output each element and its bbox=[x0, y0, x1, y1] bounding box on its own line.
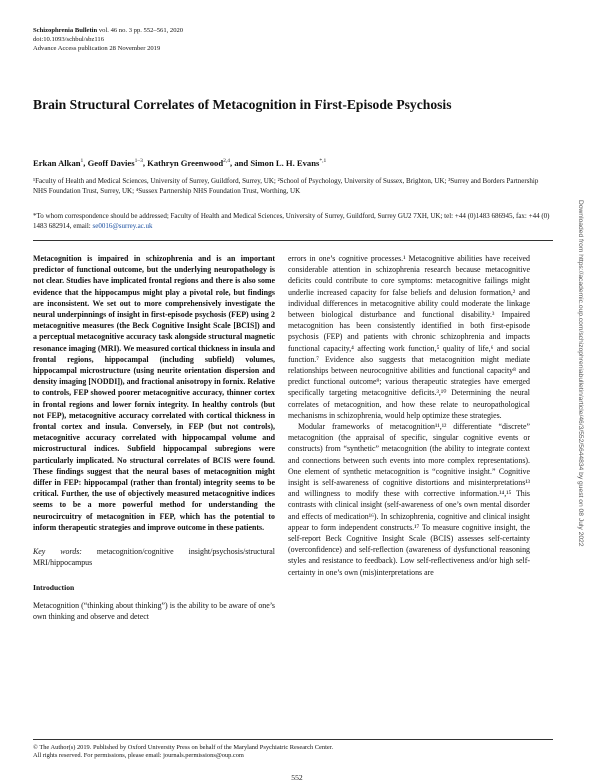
header-divider bbox=[33, 240, 553, 241]
section-heading: Introduction bbox=[33, 583, 75, 593]
keywords-label: Key words: bbox=[33, 547, 82, 557]
footer-divider bbox=[33, 739, 553, 740]
affiliations: ¹Faculty of Health and Medical Sciences, University of Surrey, Guildford, Surrey, UK; ²School of Psychology, University of Sussex, Brighton, UK; ³Surrey and Borders Partnership NHS Foundation Trust, Surrey, UK; ⁴Sussex Partnership NHS Foundation Trust, Worthing, UK bbox=[33, 177, 539, 195]
permissions-line: All rights reserved. For permissions, please email: journals.permissions@oup.com bbox=[33, 752, 244, 759]
left-column bbox=[33, 253, 275, 622]
body-paragraph-1: errors in one’s cognitive processes.¹ Metacognitive abilities have received considerable attention in schizophrenia research because metacognitive deficits could contribute to core symptoms: metacognitive failings might underlie increased capacity for false beliefs and delusion formation,² and individual differences in metacognitive ability could moderate the linkage between biological disturbance and functional disability.³ Impaired metacognition has been consistently identified in both first-episode psychosis (FEP) and patients with chronic schizophrenia and impacts functional capacity,⁴ affecting work function,⁵ quality of life,⁶ and social function.⁷ Evidence also suggests that metacognition might mediate relationships between neurocognitive abilities and functional capacity⁸ and predict functional outcome⁹; various therapeutic strategies have emerged specifically targeting metacognitive deficits.³,¹⁰ Determining the neural correlates of metacognition, and how these relate to neuropathological mechanisms in schizophrenia, would help optimize these strategies. bbox=[288, 254, 530, 420]
journal-citation-line bbox=[33, 26, 183, 35]
doi: doi:10.1093/schbul/sbz116 bbox=[33, 36, 105, 43]
download-note: Downloaded from https://academic.oup.com/schizophreniabulletin/article/46/3/552/5644834 by guest on 08 July 2022 bbox=[577, 200, 584, 547]
author-affil-mark: 2,4 bbox=[223, 158, 231, 165]
author-affil-mark: *,1 bbox=[319, 158, 327, 165]
body-paragraph-2: Modular frameworks of metacognition¹¹,¹² differentiate “discrete” metacognition (the appraisal of specific, singular cognitive events or constructs) from “synthetic” metacognition (the ability to integrate context and connections between such events into more complex representations). One element of synthetic metacognition is “cognitive insight.” Cognitive insight is self-awareness of cognitive distortions and misinterpretations¹³ and willingness to modify these with corrective information.¹⁴,¹⁵ This contrasts with clinical insight (self-awareness of one’s own mental disorder and effects of medication¹⁶). In schizophrenia, cognitive and clinical insight appear to form independent constructs.¹⁷ To measure cognitive insight, the self-report Beck Cognitive Insight Scale (BCIS) assesses self-certainty (overconfidence) and self-reflection (awareness of dysfunctional reasoning styles and resistance to feedback). Low self-reflectiveness and/or high self-certainty in one’s own (mis)interpretations are bbox=[288, 422, 530, 577]
journal-header bbox=[33, 26, 183, 53]
article-title: Brain Structural Correlates of Metacognition in First-Episode Psychosis bbox=[33, 97, 452, 112]
right-column bbox=[288, 253, 530, 578]
author-name: Simon L. H. Evans bbox=[250, 158, 320, 168]
download-watermark bbox=[576, 200, 586, 660]
copyright-footer bbox=[33, 744, 333, 760]
correspondence bbox=[33, 212, 551, 231]
author-affil-mark: 1–3 bbox=[134, 158, 143, 165]
author-name: Erkan Alkan bbox=[33, 158, 81, 168]
correspondence-text: *To whom correspondence should be addressed; Faculty of Health and Medical Sciences, University of Surrey, Guildford, Surrey GU2 7XH, UK; tel: +44 (0)1483 686945, fax: +44 (0) 1483 682914, email: bbox=[33, 212, 550, 230]
correspondence-email-link[interactable]: se0016@surrey.ac.uk bbox=[92, 221, 153, 230]
copyright-line: © The Author(s) 2019. Published by Oxford University Press on behalf of the Maryland Psychiatric Research Center. bbox=[33, 744, 334, 751]
journal-citation: vol. 46 no. 3 pp. 552–561, 2020 bbox=[98, 27, 184, 34]
author-name: Kathryn Greenwood bbox=[147, 158, 224, 168]
author-list: Erkan Alkan$^1$, Geoff Davies$^{1-3}$, Kathryn Greenwood$^{2,4}$, and Simon L. H. Evans$^{*,1}$ bbox=[33, 158, 327, 168]
author-name: Geoff Davies bbox=[87, 158, 135, 168]
keywords-text: metacognition/cognitive insight/psychosis/structural MRI/hippocampus bbox=[33, 547, 275, 568]
abstract: Metacognition is impaired in schizophrenia and is an important predictor of functional outcome, but the underlying neuropathology is not clear. Studies have implicated frontal regions and there is also some evidence that the hippocampus might play a pivotal role, but findings are inconsistent. We set out to more comprehensively investigate the neural underpinnings of insight in first-episode psychosis (FEP) using 2 metacognitive measures (the Beck Cognitive Insight Scale [BCIS]) and a perceptual metacognitive accuracy task alongside structural magnetic resonance imaging (MRI). We measured cortical thickness in insula and frontal regions, hippocampal (including subfield) volumes, hippocampal microstructure (using neurite orientation dispersion and density imaging [NODDI]), and fractional anisotropy in fornix. Relative to controls, FEP showed poorer metacognitive accuracy, thinner cortex in frontal regions and lower fornix integrity. In healthy controls (but not FEP), metacognitive accuracy correlated with cortical thickness in frontal cortex and insula. Conversely, in FEP (but not controls), metacognitive accuracy correlated with hippocampal volume and microstructural indices. Subfield hippocampal subregions were particularly implicated. No structural correlates of BCIS were found. These findings suggest that the neural bases of metacognition might differ in FEP: hippocampal (rather than frontal) integrity seems to be critical. Further, the use of objectively measured metacognitive indices seems to be a more powerful method for understanding the neurocircuitry of metacognition in FEP, which has the potential to inform therapeutic strategies and improve outcome in these patients. bbox=[33, 254, 275, 532]
keywords bbox=[33, 546, 275, 568]
author-affil-mark: 1 bbox=[80, 158, 84, 165]
advance-access: Advance Access publication 28 November 2019 bbox=[33, 45, 161, 52]
page-number: 552 bbox=[291, 773, 303, 782]
journal-name: Schizophrenia Bulletin bbox=[33, 27, 98, 34]
intro-paragraph: Metacognition (“thinking about thinking”) is the ability to be aware of one’s own thinking and observe and detect bbox=[33, 600, 275, 621]
